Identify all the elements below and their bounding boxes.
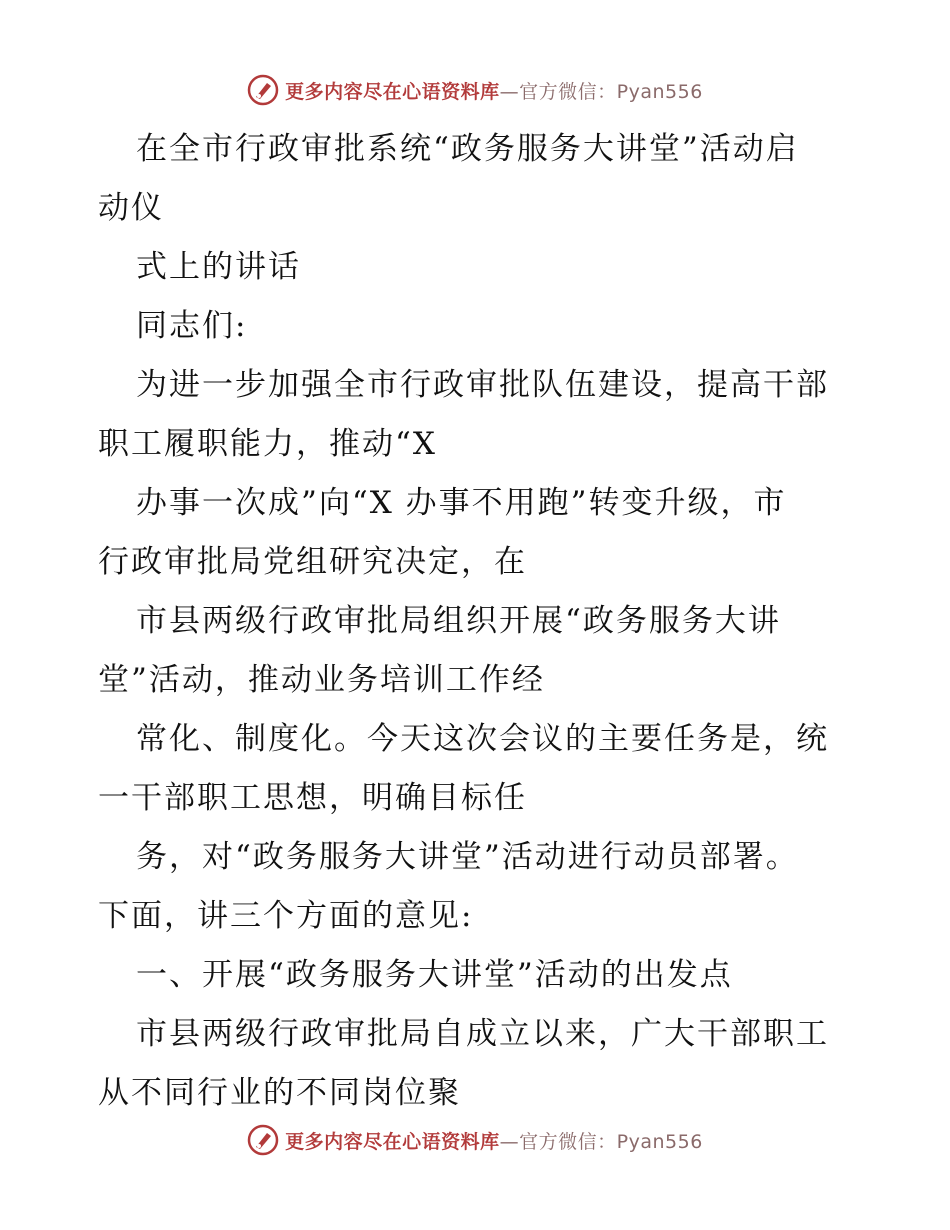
text-line: 一、开展“政务服务大讲堂”活动的出发点: [136, 957, 733, 993]
text-line: 市县两级行政审批局组织开展“政务服务大讲: [136, 603, 781, 639]
text-line: 为进一步加强全市行政审批队伍建设，提高干部: [136, 367, 829, 403]
pen-nib-logo-icon: [247, 1124, 279, 1156]
text-line: 动仪: [98, 190, 164, 226]
banner-text: [285, 77, 703, 104]
text-line: 堂”活动，推动业务培训工作经: [98, 662, 545, 698]
text-line: 市县两级行政审批局自成立以来，广大干部职工: [136, 1016, 829, 1052]
banner-main-text: 更多内容尽在心语资料库: [285, 80, 500, 103]
banner-main-text: 更多内容尽在心语资料库: [285, 1130, 500, 1153]
text-line: 常化、制度化。今天这次会议的主要任务是，统: [136, 721, 829, 757]
text-line: 办事一次成”向“X 办事不用跑”转变升级，市: [136, 485, 787, 521]
text-line: 式上的讲话: [136, 249, 301, 285]
text-line: 一干部职工思想，明确目标任: [98, 780, 527, 816]
text-line: 在全市行政审批系统“政务服务大讲堂”活动启: [136, 131, 799, 167]
pen-nib-logo-icon: [247, 74, 279, 106]
banner-sub-text: —官方微信：Pyan556: [499, 80, 703, 103]
banner-sub-text: —官方微信：Pyan556: [499, 1130, 703, 1153]
text-line: 同志们:: [136, 308, 248, 344]
document-body: [98, 120, 858, 1123]
header-banner: [0, 70, 950, 110]
footer-banner: [0, 1120, 950, 1160]
banner-text: [285, 1127, 703, 1154]
text-line: 行政审批局党组研究决定，在: [98, 544, 527, 580]
text-line: 下面，讲三个方面的意见:: [98, 898, 474, 934]
text-line: 从不同行业的不同岗位聚: [98, 1075, 461, 1111]
text-line: 职工履职能力，推动“X: [98, 426, 437, 462]
text-line: 务，对“政务服务大讲堂”活动进行动员部署。: [136, 839, 799, 875]
